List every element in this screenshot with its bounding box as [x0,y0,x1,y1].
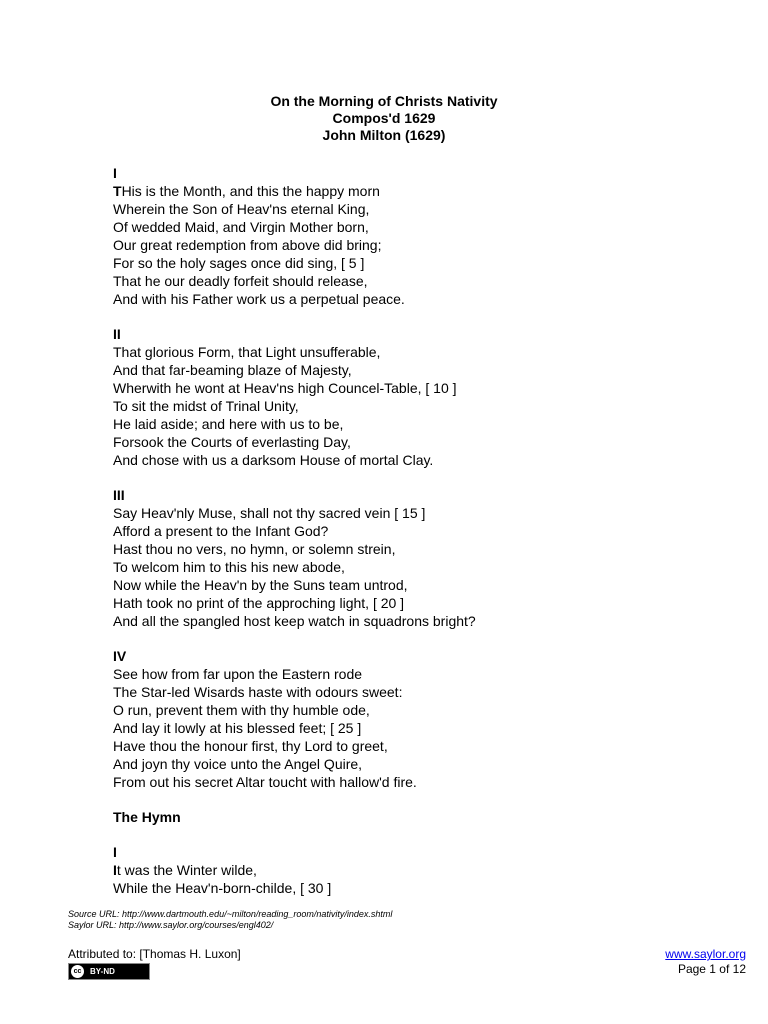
poem-line: That he our deadly forfeit should release, [113,273,368,289]
stanza-number: II [113,326,121,342]
stanza [113,843,713,897]
cc-icon: cc [71,965,84,978]
poem-line: Afford a present to the Infant God? [113,523,329,539]
line-text: His is the Month, and this the happy morn [121,183,380,199]
poem-line: O run, prevent them with thy humble ode, [113,702,370,718]
poem-line: And lay it lowly at his blessed feet; [ 25 ] [113,720,362,736]
poem-line: And chose with us a darksom House of mortal Clay. [113,452,434,468]
stanza-number: I [113,844,117,860]
footer-right [665,947,746,977]
page-number: Page 1 of 12 [677,962,746,976]
poem-title: On the Morning of Christs Nativity [270,93,498,109]
stanza [113,647,713,791]
title-block [0,93,768,144]
stanza [113,164,713,308]
poem-line: Of wedded Maid, and Virgin Mother born, [113,219,369,235]
stanza [113,486,713,630]
drop-initial: I [113,862,117,878]
poem-line: And all the spangled host keep watch in squadrons bright? [113,613,476,629]
poem-line: And joyn thy voice unto the Angel Quire, [113,756,363,772]
poem-line: From out his secret Altar toucht with hallow'd fire. [113,774,417,790]
poem-line: See how from far upon the Eastern rode [113,666,363,682]
saylor-link[interactable]: www.saylor.org [665,947,746,961]
poem-line: And with his Father work us a perpetual peace. [113,291,405,307]
poem-line: Forsook the Courts of everlasting Day, [113,434,351,450]
poem-line: Now while the Heav'n by the Suns team untrod, [113,577,408,593]
poem-body [113,164,713,914]
poem-line: Hath took no print of the approching light, [ 20 ] [113,595,405,611]
composed-date: Compos'd 1629 [332,110,436,126]
source-url: Source URL: http://www.dartmouth.edu/~milton/reading_room/nativity/index.shtml [68,909,393,919]
license-label: BY-ND [90,967,115,976]
stanza-number: I [113,165,117,181]
stanza-number: III [113,487,125,503]
poem-line: He laid aside; and here with us to be, [113,416,344,432]
poem-line: Wherwith he wont at Heav'ns high Councel-Table, [ 10 ] [113,380,457,396]
poem-line: For so the holy sages once did sing, [ 5 ] [113,255,365,271]
poem-line: Say Heav'nly Muse, shall not thy sacred vein [ 15 ] [113,505,426,521]
poem-line: Have thou the honour first, thy Lord to greet, [113,738,388,754]
poem-line [113,182,713,200]
poem-line: To sit the midst of Trinal Unity, [113,398,299,414]
stanza [113,325,713,469]
hymn-heading: The Hymn [113,809,181,825]
cc-license-badge[interactable] [68,963,150,980]
poem-line: Hast thou no vers, no hymn, or solemn strein, [113,541,396,557]
poem-line: And that far-beaming blaze of Majesty, [113,362,352,378]
poem-line: The Star-led Wisards haste with odours sweet: [113,684,403,700]
source-block [68,909,392,931]
line-text: t was the Winter wilde, [116,862,257,878]
saylor-url: Saylor URL: http://www.saylor.org/courses/engl402/ [68,920,274,930]
poem-line: That glorious Form, that Light unsufferable, [113,344,381,360]
poem-line: Our great redemption from above did bring; [113,237,382,253]
poem-line: Wherein the Son of Heav'ns eternal King, [113,201,370,217]
attribution: Attributed to: [Thomas H. Luxon] [68,947,241,961]
poem-line [113,861,713,879]
poem-author: John Milton (1629) [322,127,446,143]
drop-initial: T [113,183,122,199]
poem-line: While the Heav'n-born-childe, [ 30 ] [113,880,332,896]
poem-line: To welcom him to this his new abode, [113,559,345,575]
stanza-number: IV [113,648,127,664]
